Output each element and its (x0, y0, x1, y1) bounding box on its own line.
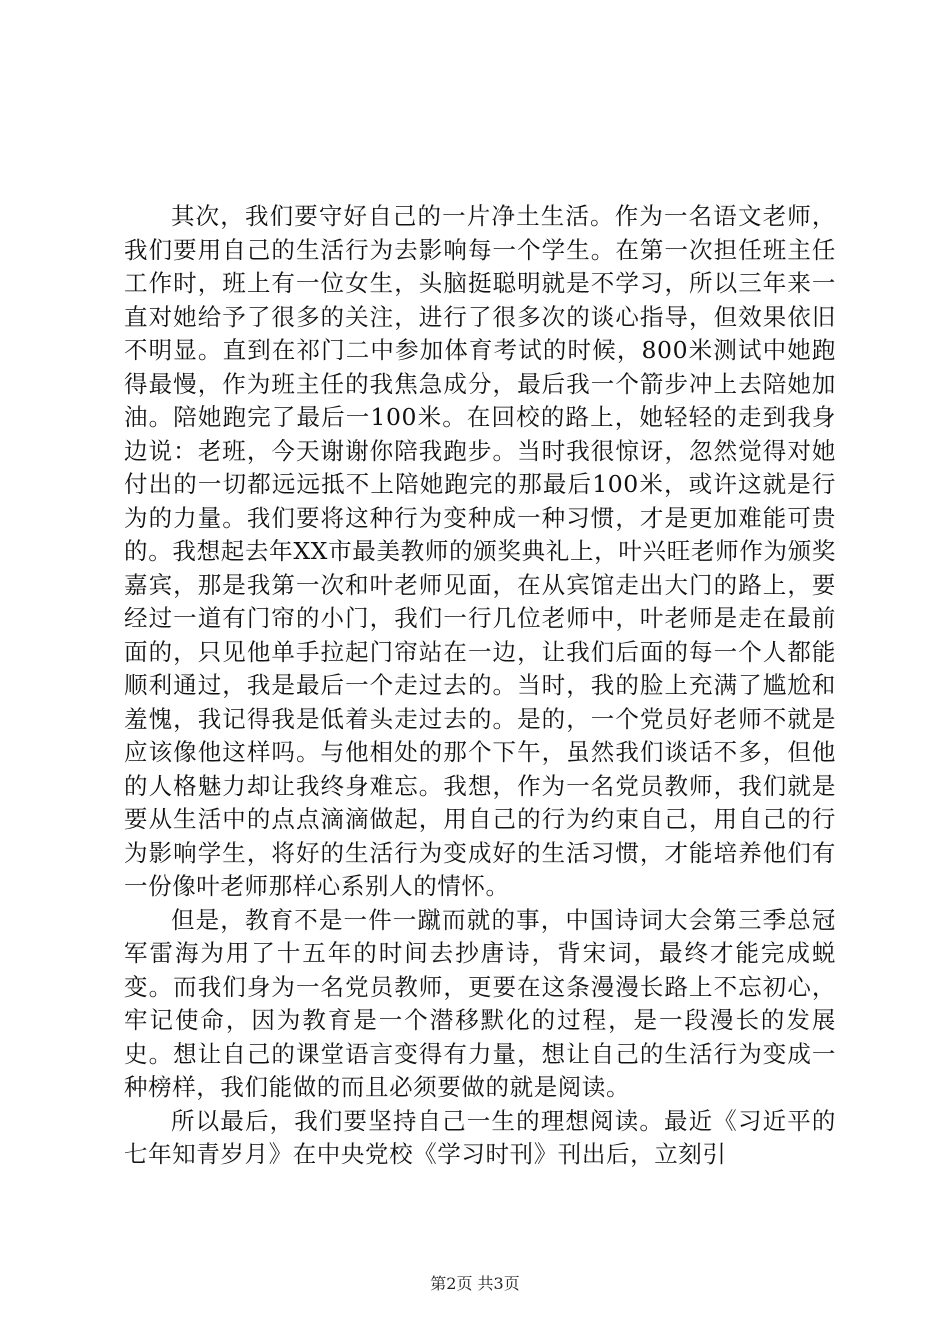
paragraph-1: 其次，我们要守好自己的一片净土生活。作为一名语文老师，我们要用自己的生活行为去影响每一个学生。在第一次担任班主任工作时，班上有一位女生，头脑挺聪明就是不学习，所以三年来一直对她给予了很多的关注，进行了很多次的谈心指导，但效果依旧不明显。直到在祁门二中参加体育考试的时候，800米测试中她跑得最慢，作为班主任的我焦急成分，最后我一个箭步冲上去陪她加油。陪她跑完了最后一100米。在回校的路上，她轻轻的走到我身边说：老班，今天谢谢你陪我跑步。当时我很惊讶，忽然觉得对她付出的一切都远远抵不上陪她跑完的那最后100米，或许这就是行为的力量。我们要将这种行为变种成一种习惯，才是更加难能可贵的。我想起去年XX市最美教师的颁奖典礼上，叶兴旺老师作为颁奖嘉宾，那是我第一次和叶老师见面，在从宾馆走出大门的路上，要经过一道有门帘的小门，我们一行几位老师中，叶老师是走在最前面的，只见他单手拉起门帘站在一边，让我们后面的每一个人都能顺利通过，我是最后一个走过去的。当时，我的脸上充满了尴尬和羞愧，我记得我是低着头走过去的。是的，一个党员好老师不就是应该像他这样吗。与他相处的那个下午，虽然我们谈话不多，但他的人格魅力却让我终身难忘。我想，作为一名党员教师，我们就是要从生活中的点点滴滴做起，用自己的行为约束自己，用自己的行为影响学生，将好的生活行为变成好的生活习惯，才能培养他们有一份像叶老师那样心系别人的情怀。 (124, 202, 836, 900)
page-footer (0, 1274, 950, 1294)
body-text (124, 200, 836, 1172)
paragraph-2: 但是，教育不是一件一蹴而就的事，中国诗词大会第三季总冠军雷海为用了十五年的时间去抄唐诗，背宋词，最终才能完成蜕变。而我们身为一名党员教师，更要在这条漫漫长路上不忘初心，牢记使命，因为教育是一个潜移默化的过程，是一段漫长的发展史。想让自己的课堂语言变得有力量，想让自己的生活行为变成一种榜样，我们能做的而且必须要做的就是阅读。 (124, 905, 836, 1101)
page-number: 第2页 共3页 (430, 1274, 520, 1293)
paragraph-3: 所以最后，我们要坚持自己一生的理想阅读。最近《习近平的七年知青岁月》在中央党校《学习时刊》刊出后，立刻引 (124, 1106, 836, 1168)
